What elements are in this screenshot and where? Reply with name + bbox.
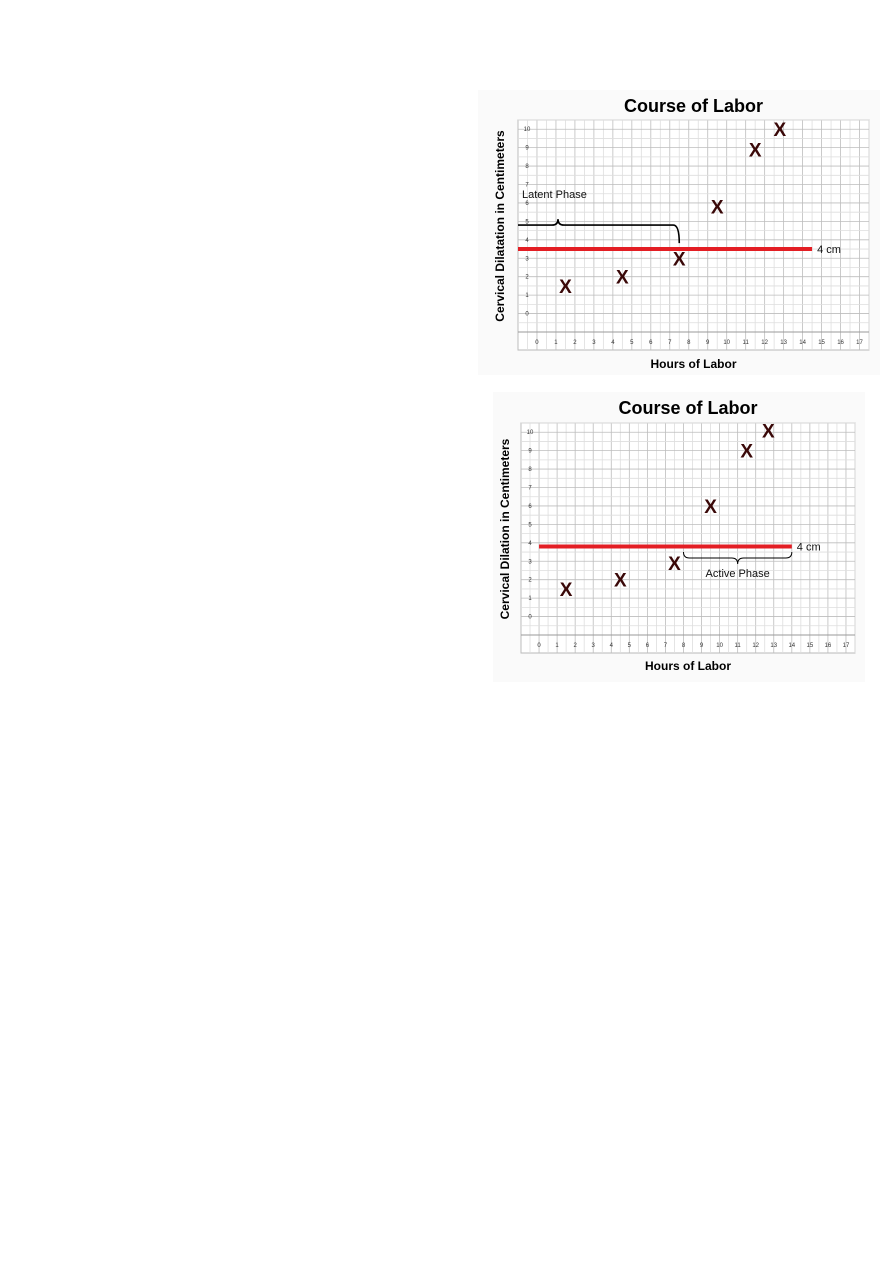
y-tick-label: 1 [528,596,532,603]
x-tick-label: 15 [806,643,814,649]
x-tick-label: 10 [723,340,731,346]
y-tick-label: 9 [525,145,529,152]
x-tick-label: 13 [780,340,787,346]
y-tick-label: 3 [525,256,529,263]
x-tick-label: 14 [788,643,796,649]
data-point-marker: X [748,140,762,162]
x-tick-label: 17 [842,643,850,649]
x-tick-label: 1 [554,340,558,346]
y-tick-label: 4 [528,540,532,547]
x-tick-label: 10 [716,643,723,649]
x-tick-label: 14 [799,340,806,346]
brace-label: Latent Phase [522,189,587,202]
reference-line-label: 4 cm [796,541,821,554]
x-tick-label: 1 [555,643,559,649]
x-tick-label: 2 [573,340,577,346]
y-tick-label: 10 [526,430,534,437]
x-tick-label: 12 [752,643,760,649]
x-tick-label: 5 [630,340,634,346]
x-tick-label: 7 [663,643,668,649]
course-of-labor-chart-latent [478,90,880,375]
x-tick-label: 6 [649,340,653,346]
y-tick-label: 1 [525,293,529,300]
x-axis-label: Hours of Labor [650,357,737,371]
y-tick-label: 3 [528,559,532,566]
y-tick-label: 4 [525,237,529,244]
x-tick-label: 9 [706,340,710,346]
data-point-marker: X [710,197,724,219]
x-tick-label: 12 [761,340,768,346]
y-tick-label: 2 [528,577,532,584]
x-tick-label: 7 [668,340,672,346]
x-tick-label: 3 [592,340,596,346]
x-tick-label: 8 [681,643,686,649]
data-point-marker: X [559,276,572,298]
x-tick-label: 2 [573,643,577,649]
x-tick-label: 4 [609,643,613,649]
y-tick-label: 6 [525,200,529,207]
data-point-marker: X [668,554,681,576]
y-tick-label: 2 [525,274,529,281]
y-axis-label: Cervical Dilatation in Centimeters [493,130,507,322]
y-tick-label: 7 [528,485,532,492]
brace-label: Active Phase [705,568,770,581]
x-tick-label: 5 [627,643,631,649]
y-tick-label: 0 [525,311,529,318]
chart-title: Course of Labor [623,96,764,116]
x-axis-label: Hours of Labor [645,659,731,673]
grid-frame [521,423,855,653]
grid-frame [518,120,869,350]
data-point-marker: X [616,267,629,289]
course-of-labor-chart-active [493,392,865,682]
x-tick-label: 17 [856,340,863,346]
x-tick-label: 11 [742,340,749,346]
y-tick-label: 5 [525,219,529,226]
x-tick-label: 6 [645,643,650,649]
x-tick-label: 3 [591,643,595,649]
x-tick-label: 16 [824,643,832,649]
x-tick-label: 9 [699,643,704,649]
data-point-marker: X [761,421,775,443]
x-tick-label: 0 [537,643,541,649]
data-point-marker: X [613,570,627,592]
data-point-marker: X [740,441,754,463]
x-tick-label: 4 [611,340,615,346]
x-tick-label: 11 [734,643,741,649]
chart-svg-latent [478,90,880,375]
x-tick-label: 8 [687,340,691,346]
reference-line-label: 4 cm [817,244,841,257]
y-tick-label: 5 [528,522,532,529]
x-tick-label: 13 [770,643,778,649]
chart-svg-active [493,392,865,682]
chart-title: Course of Labor [618,398,758,418]
data-point-marker: X [672,249,686,271]
x-tick-label: 16 [837,340,844,346]
y-tick-label: 9 [528,448,532,455]
y-tick-label: 0 [528,614,532,621]
data-point-marker: X [704,496,717,518]
x-tick-label: 0 [535,340,539,346]
y-tick-label: 8 [528,467,532,474]
y-tick-label: 6 [528,503,532,510]
y-tick-label: 7 [525,182,529,189]
data-point-marker: X [559,579,573,601]
y-tick-label: 10 [523,127,531,134]
y-axis-label: Cervical Dilation in Centimeters [498,438,512,620]
x-tick-label: 15 [818,340,825,346]
y-tick-label: 8 [525,164,529,171]
data-point-marker: X [773,120,787,142]
